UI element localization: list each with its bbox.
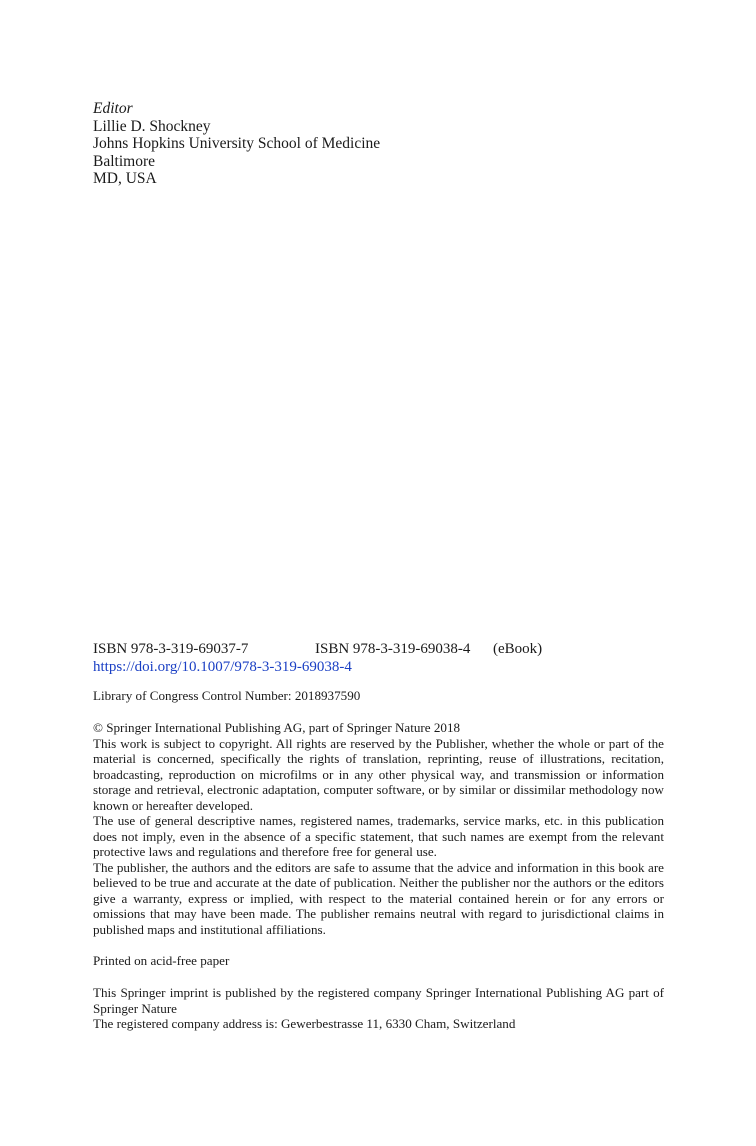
- imprint-statement: This Springer imprint is published by the registered company Springer International Publishing AG part of Springer Nature: [93, 985, 664, 1016]
- editor-city: Baltimore: [93, 152, 155, 170]
- editor-institution: Johns Hopkins University School of Medicine: [93, 135, 381, 153]
- copyright-notice: © Springer International Publishing AG, part of Springer Nature 2018: [93, 720, 461, 735]
- isbn-block: [93, 641, 673, 676]
- acid-free-note: Printed on acid-free paper: [93, 953, 230, 968]
- copyright-block: [93, 720, 664, 937]
- isbn-print: ISBN 978-3-319-69037-7: [93, 641, 249, 657]
- copyright-paragraph-names: The use of general descriptive names, registered names, trademarks, service marks, etc. in this publication does not imply, even in the absence of a specific statement, that such names are exempt from the relevant protective laws and regulations and therefore free for general use.: [93, 813, 664, 859]
- editor-block: [93, 100, 380, 188]
- copyright-paragraph-rights: This work is subject to copyright. All rights are reserved by the Publisher, whether the whole or part of the material is concerned, specifically the rights of translation, reprinting, reuse of illustrations, recitation, broadcasting, reproduction on microfilms or in any other physical way, and transmission or information storage and retrieval, electronic adaptation, computer software, or by similar or dissimilar methodology now known or hereafter developed.: [93, 735, 664, 813]
- isbn-line: [93, 641, 673, 659]
- doi-link[interactable]: https://doi.org/10.1007/978-3-319-69038-4: [93, 658, 352, 675]
- copyright-paragraph-disclaimer: The publisher, the authors and the editors are safe to assume that the advice and information in this book are believed to be true and accurate at the date of publication. Neither the publisher nor the authors or the editors give a warranty, express or implied, with respect to the material contained herein or for any errors or omissions that may have been made. The publisher remains neutral with regard to jurisdictional claims in published maps and institutional affiliations.: [93, 859, 664, 937]
- isbn-ebook: ISBN 978-3-319-69038-4: [315, 641, 471, 657]
- company-address: The registered company address is: Gewerbestrasse 11, 6330 Cham, Switzerland: [93, 1016, 516, 1031]
- lccn: Library of Congress Control Number: 2018937590: [93, 688, 361, 703]
- editor-role: Editor: [93, 100, 133, 117]
- editor-region: MD, USA: [93, 170, 157, 188]
- editor-name: Lillie D. Shockney: [93, 117, 211, 135]
- imprint-block: [93, 985, 664, 1032]
- isbn-ebook-label: (eBook): [493, 641, 543, 657]
